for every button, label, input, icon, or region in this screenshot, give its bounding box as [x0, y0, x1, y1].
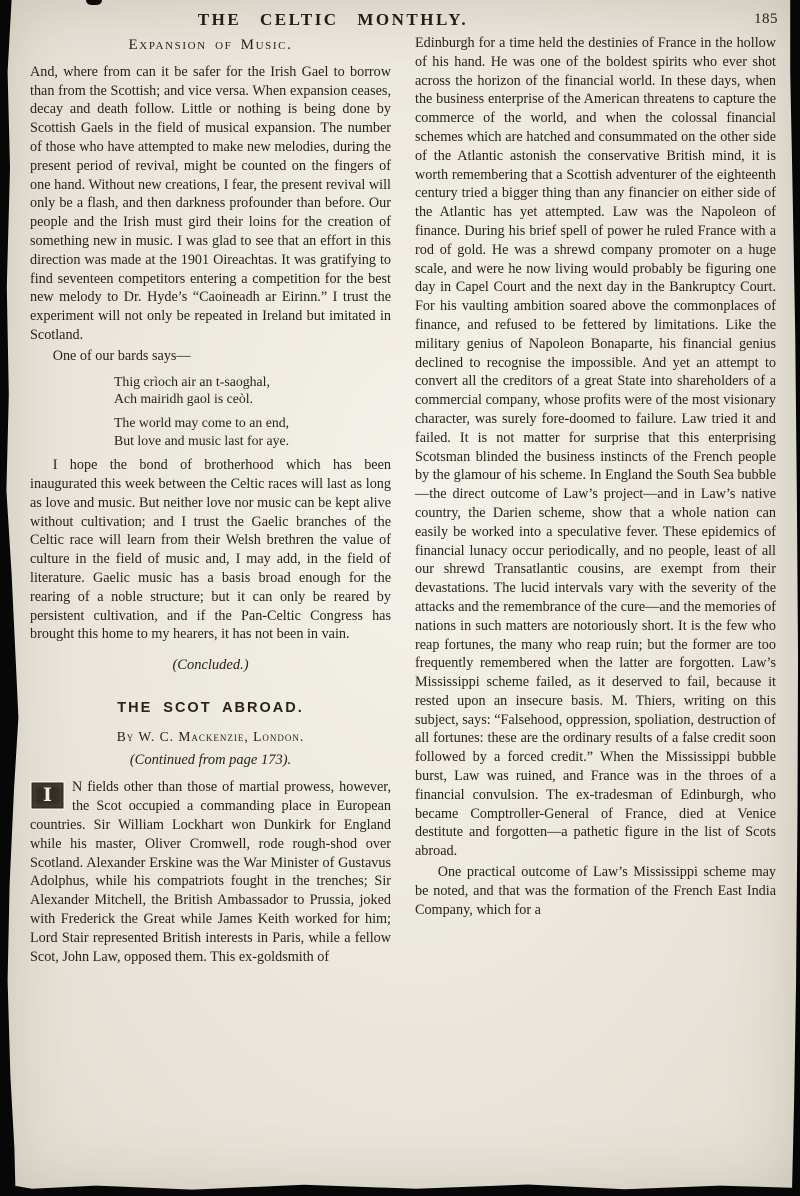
- journal-title: THE CELTIC MONTHLY.: [197, 10, 469, 29]
- article-heading-the-scot-abroad: THE SCOT ABROAD.: [117, 699, 304, 716]
- concluded-note: (Concluded.): [172, 657, 249, 674]
- verse-line: The world may come to an end,: [114, 415, 290, 431]
- scan-edge-right: [786, 0, 800, 1196]
- page-header: [0, 8, 800, 34]
- left-column: [30, 34, 391, 1190]
- byline: By W. C. Mackenzie, London.: [116, 728, 305, 744]
- paragraph-scot-outcome: One practical outcome of Law’s Mississippi scheme may be noted, and that was the formation of the French East India Company, which for a: [415, 864, 776, 918]
- verse-line: Ach mairidh gaol is ceòl.: [114, 390, 254, 406]
- paragraph-scot-opening-text: N fields other than those of martial prowess, however, the Scot occupied a commanding place in European countries. Sir William Lockhart won Dunkirk for England while his master, Oliver Cromwell, rode rough-shod over Scotland. Alexander Erskine was the War Minister of Gustavus Adolphus, while his compatriots fought in the trenches; Sir Alexander Mitchell, the British Ambassador to Prussia, joked with Frederick the Great while James Keith worked for him; Lord Stair represented British interests in Paris, while a fellow Scot, John Law, opposed them. This ex-goldsmith of: [30, 779, 391, 965]
- paragraph-scot-opening: [30, 778, 391, 966]
- paragraph-scot-law: Edinburgh for a time held the destinies of France in the hollow of his hand. He was one of the boldest spirits who ever shot across the horizon of the financial world. In these days, when the business enterprise of the American threatens to capture the commerce of the world, and when the colossal financial schemes which are hatched and consummated on the other side of the Atlantic astonish the conservative British mind, it is worth remembering that a Scottish adventurer of the eighteenth century tried a bigger thing than any financier on either side of the Atlantic has yet attempted. Law was the Napoleon of finance. During his brief spell of power he ruled France with a rod of gold. He was a shrewd company promoter on a huge scale, and were he now living would probably be figuring one day in Capel Court and the next day in the Bankruptcy Court. For his vaulting ambition soared above the commonplaces of finance, and refused to be fettered by limitations. Like the military genius of Napoleon Bonaparte, his financial genius declined to recognise the impossible. And yet an attempt to convert all the creditors of a great State into shareholders of a commercial company, whose profits were of the most visionary character, was surely fore-doomed to failure. Law tried it and failed. It is not matter for surprise that this enterprising Scotsman blinded the business instincts of the French people by the glamour of his scheme. In England the South Sea bubble—the direct outcome of Law’s project—and in Law’s native country, the Darien scheme, show that a whole nation can easily be worked into a speculative fever. These epidemics of financial lunacy occur periodically, and no people, least of all our shrewd Transatlantic cousins, are exempt from their devastations. The lucid intervals vary with the severity of the attacks and the remembrance of the cure—and the memories of nations in such matters are notoriously short. It is the few who reap fortunes, the many who reap ruin; but the former are too frequently remembered when the latter are forgotten. Law’s Mississippi scheme failed, as it deserved to fail, because it rested upon an insecure basis. M. Thiers, writing on this subject, says: “Falsehood, oppression, spoliation, destruction of all fortunes: these are the ordinary results of a false credit soon followed by a forced credit.” When the Mississippi bubble burst, Law was ruined, and France was in the throes of a financial convulsion. The ex-tradesman of Edinburgh, who became Comptroller-General of France, died at Venice destitute and forgotten—a pathetic figure in the list of Scots abroad.: [415, 35, 776, 860]
- right-column: [415, 34, 776, 1190]
- verse-line: But love and music last for aye.: [114, 432, 290, 448]
- bards-intro-line: One of our bards says—: [52, 347, 191, 364]
- decorative-initial: I: [30, 781, 65, 810]
- two-column-layout: [30, 34, 776, 1190]
- paragraph-music-1: And, where from can it be safer for the Irish Gael to borrow than from the Scottish; and vice versa. When expansion ceases, decay and death follow. Little or nothing is being done by Scottish Gaels in the field of musical expansion. The number of those who have attempted to make new melodies, during the present period of revival, might be counted on the fingers of one hand. Without new creations, I fear, the present revival will only be a flash, and then darkness profounder than before. Our people and the Irish must gird their loins for the creation of something new in music. I was glad to see that an effort in this direction was made at the 1901 Oireachtas. It was gratifying to find seventeen competitors entering a competition for the best new melody to Dr. Hyde’s “Caoineadh ar Eirinn.” I trust the experiment will not only be repeated in Ireland but imitated in Scotland.: [30, 63, 391, 343]
- scan-speck-top: [86, 0, 102, 5]
- english-verse: [114, 414, 391, 449]
- paragraph-music-2: I hope the bond of brotherhood which has been inaugurated this week between the Celtic races will last as long as love and music. But neither love nor music can be kept alive without cultivation; and I trust the Gaelic branches of the Celtic race will learn from their Welsh brethren the value of culture in the field of music and, I may add, in the field of literature. Gaelic music has a basis broad enough for the rearing of a noble structure; but it can only be reared by persistent cultivation, and if the Pan-Celtic Congress has brought this home to my hearers, it has not been in vain.: [30, 457, 391, 643]
- continuation-note: (Continued from page 173).: [129, 751, 292, 768]
- verse-line: Thig crìoch air an t-saoghal,: [114, 373, 270, 389]
- scan-edge-left: [0, 0, 20, 1196]
- page-number: 185: [754, 11, 778, 27]
- article-heading-expansion-of-music: Expansion of Music.: [128, 37, 293, 53]
- gaelic-verse: [114, 373, 391, 408]
